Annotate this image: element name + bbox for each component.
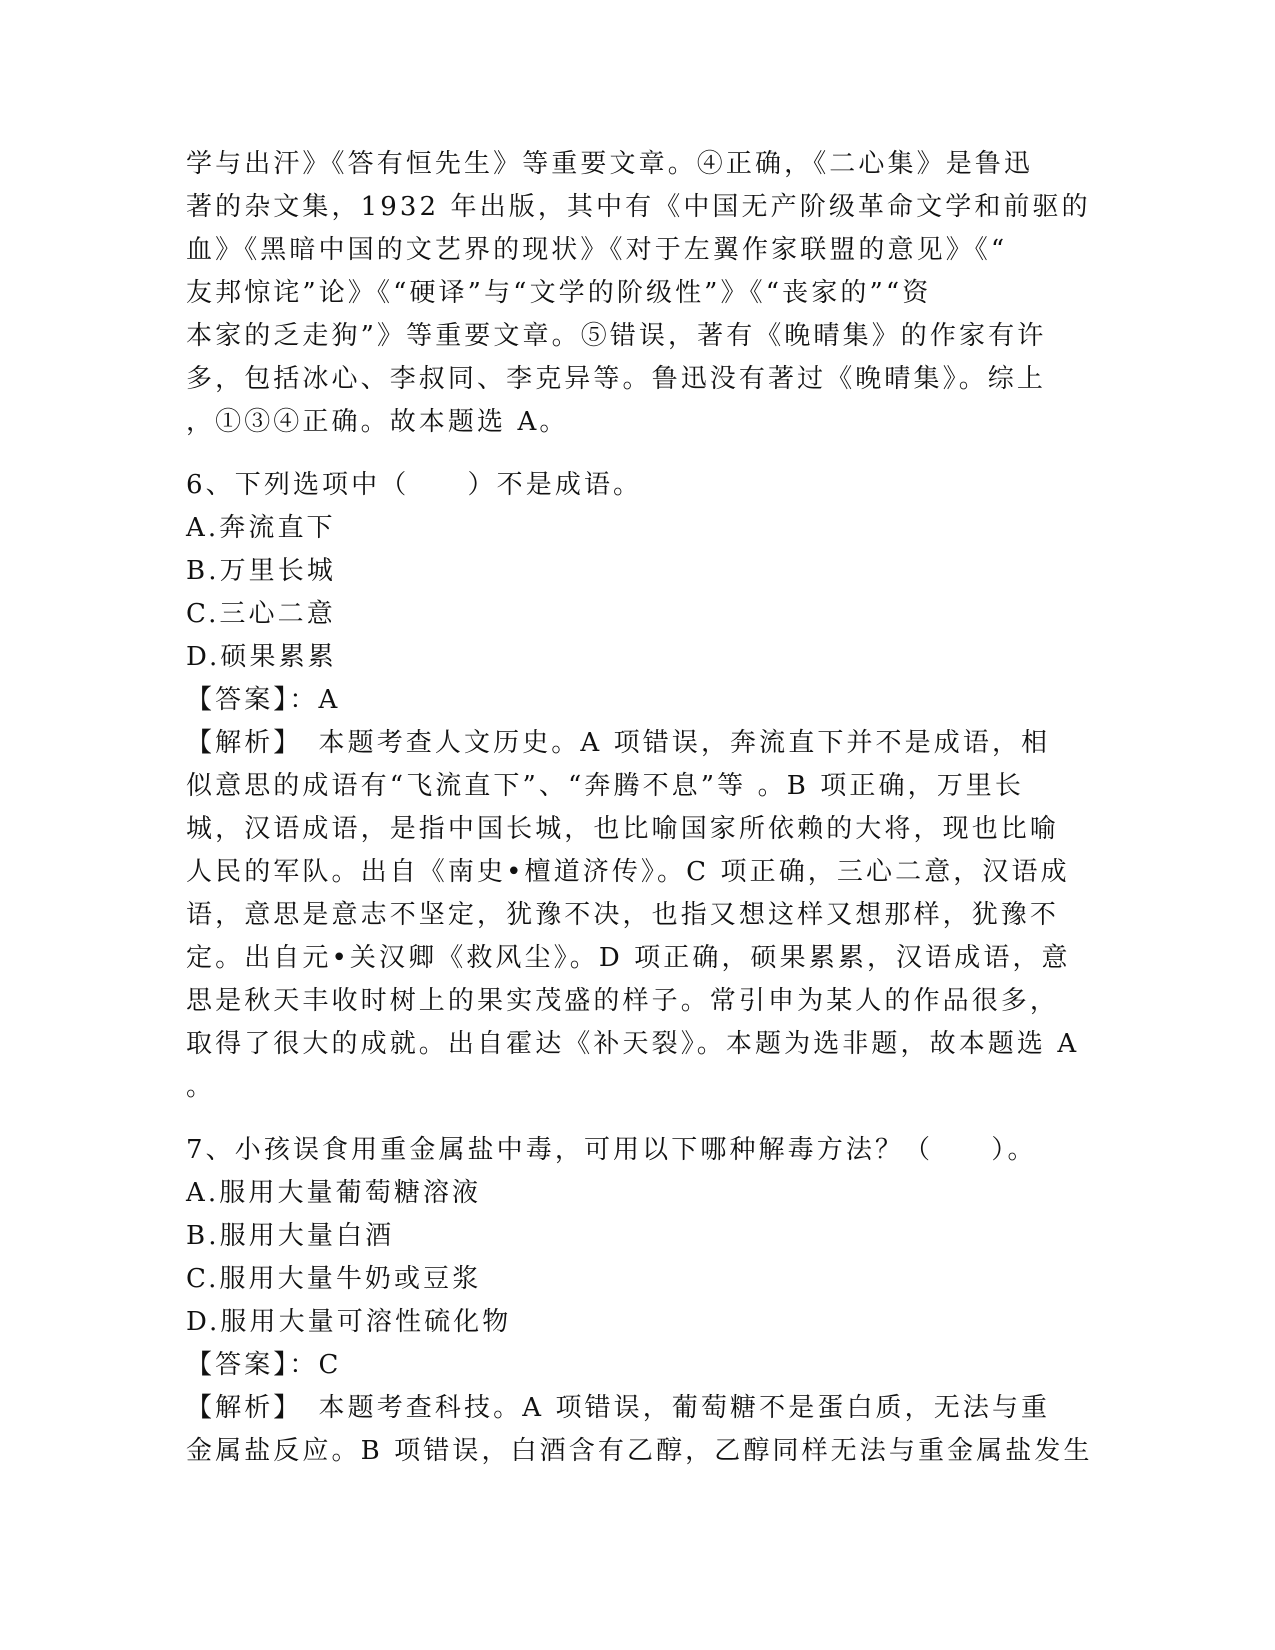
option-b: B.万里长城 [186,556,336,586]
option-c: C.服用大量牛奶或豆浆 [186,1264,482,1294]
document-page [186,143,1093,1473]
text-line: 友邦惊诧”论》《“硬译”与“文学的阶级性”》《“丧家的”“资 [186,278,932,308]
analysis-line: 【解析】 本题考查人文历史。A 项错误，奔流直下并不是成语，相 [186,728,1051,758]
analysis-line: 。 [186,1072,216,1102]
option-a: A.服用大量葡萄糖溶液 [186,1178,482,1208]
option-b: B.服用大量白酒 [186,1221,395,1251]
text-line: 多，包括冰心、李叔同、李克异等。鲁迅没有著过《晚晴集》。综上 [186,364,1047,394]
analysis-line: 金属盐反应。B 项错误，白酒含有乙醇，乙醇同样无法与重金属盐发生 [186,1436,1093,1466]
text-line: ，①③④正确。故本题选 A。 [186,407,569,437]
question-stem: 7、小孩误食用重金属盐中毒，可用以下哪种解毒方法？（ ）。 [186,1135,1037,1165]
option-a: A.奔流直下 [186,513,336,543]
analysis-line: 【解析】 本题考查科技。A 项错误，葡萄糖不是蛋白质，无法与重 [186,1393,1051,1423]
text-line: 血》《黑暗中国的文艺界的现状》《对于左翼作家联盟的意见》《“ [186,235,1008,265]
analysis-line: 思是秋天丰收时树上的果实茂盛的样子。常引申为某人的作品很多， [186,986,1060,1016]
analysis-line: 语，意思是意志不坚定，犹豫不决，也指又想这样又想那样，犹豫不 [186,900,1060,930]
option-c: C.三心二意 [186,599,336,629]
option-d: D.硕果累累 [186,642,337,672]
spacer [186,444,1066,464]
question-6 [186,464,1080,1109]
text-line: 著的杂文集，1932 年出版，其中有《中国无产阶级革命文学和前驱的 [186,192,1091,222]
answer-line: 【答案】：C [186,1350,342,1380]
analysis-line: 城，汉语成语，是指中国长城，也比喻国家所依赖的大将，现也比喻 [186,814,1060,844]
analysis-line: 似意思的成语有“飞流直下”、“奔腾不息”等 。B 项正确，万里长 [186,771,1025,801]
question-7 [186,1129,1093,1473]
text-line: 本家的乏走狗”》等重要文章。⑤错误，著有《晚晴集》的作家有许 [186,321,1047,351]
analysis-line: 人民的军队。出自《南史•檀道济传》。C 项正确，三心二意，汉语成 [186,857,1070,887]
option-d: D.服用大量可溶性硫化物 [186,1307,512,1337]
analysis-line: 定。出自元•关汉卿《救风尘》。D 项正确，硕果累累，汉语成语，意 [186,943,1071,973]
spacer [186,1109,1066,1129]
question-stem: 6、下列选项中（ ）不是成语。 [186,470,643,500]
continuation-paragraph [186,143,1091,444]
answer-line: 【答案】：A [186,685,341,715]
analysis-line: 取得了很大的成就。出自霍达《补天裂》。本题为选非题，故本题选 A [186,1029,1080,1059]
text-line: 学与出汗》《答有恒先生》等重要文章。④正确，《二心集》是鲁迅 [186,149,1034,179]
